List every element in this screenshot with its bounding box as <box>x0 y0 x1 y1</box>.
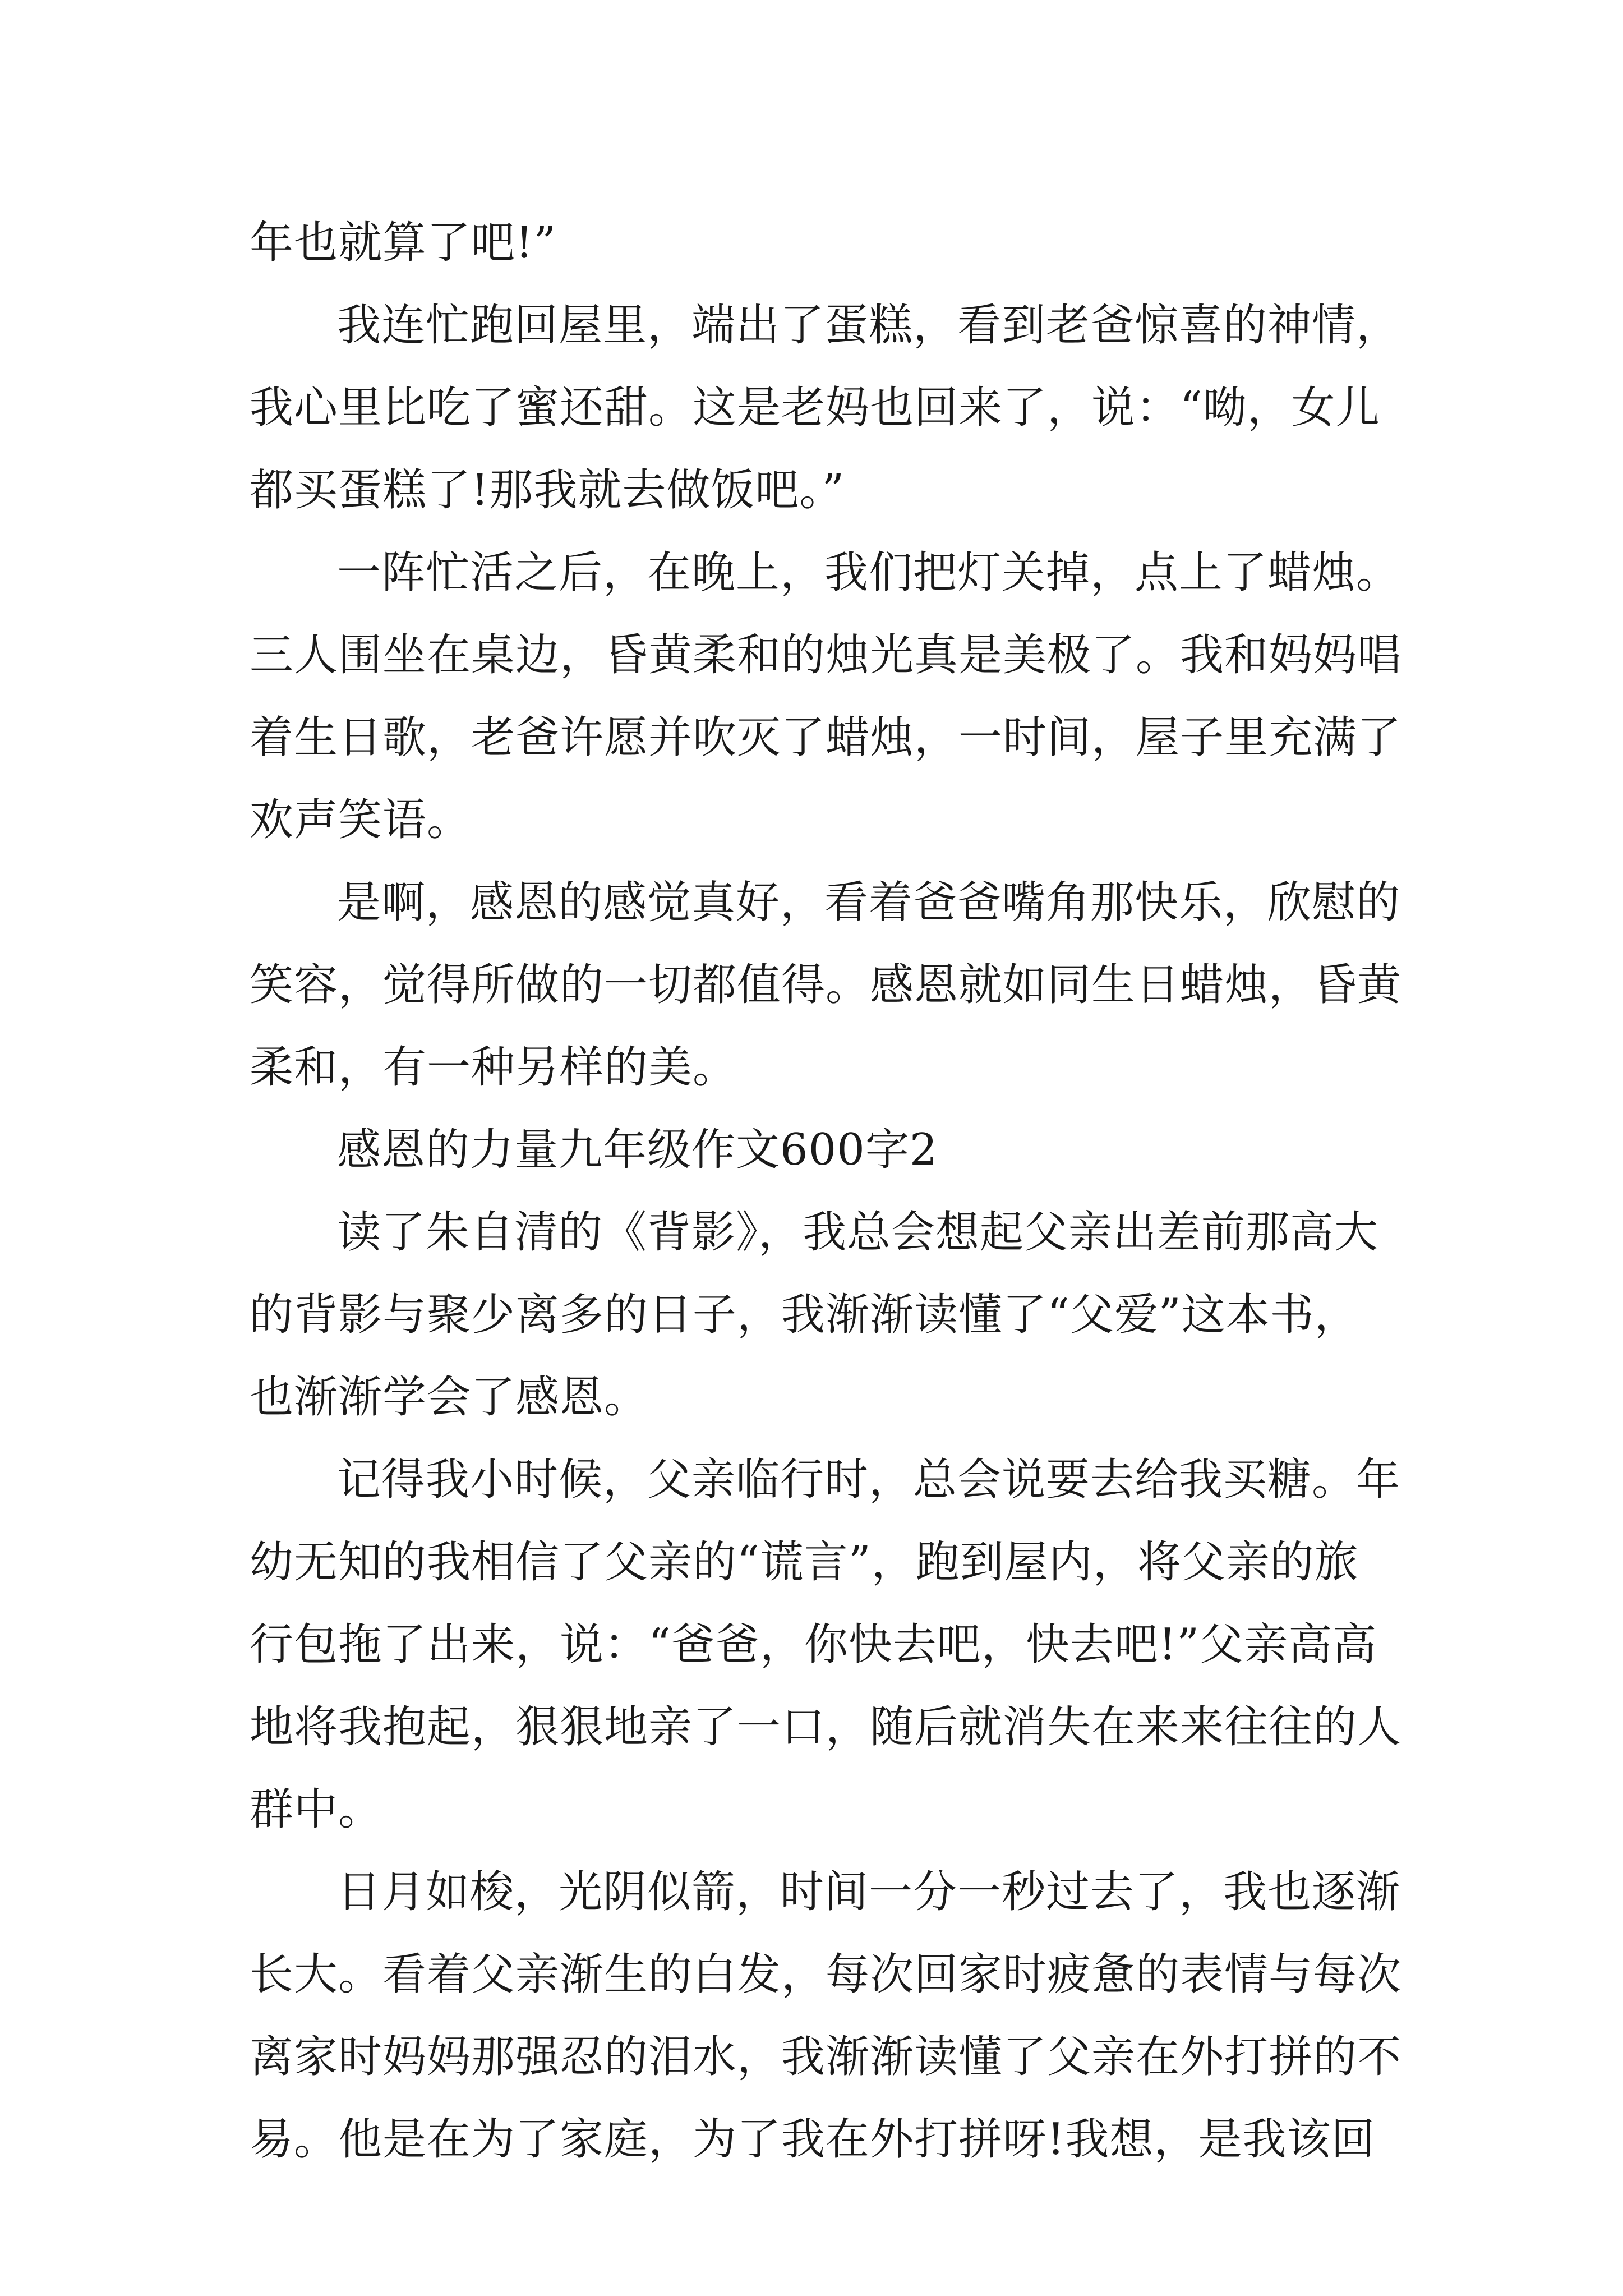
text-line: 长大。看着父亲渐生的白发，每次回家时疲惫的表情与每次 <box>250 1949 1402 2000</box>
text-line: 笑容，觉得所做的一切都值得。感恩就如同生日蜡烛，昏黄 <box>250 960 1402 1010</box>
text-line: 年也就算了吧!” <box>250 218 557 268</box>
text-line: 是啊，感恩的感觉真好，看着爸爸嘴角那快乐，欣慰的 <box>337 877 1401 928</box>
text-line: 一阵忙活之后，在晚上，我们把灯关掉，点上了蜡烛。 <box>337 547 1401 598</box>
text-line: 地将我抱起，狠狠地亲了一口，随后就消失在来来往往的人 <box>250 1702 1402 1752</box>
text-line: 易。他是在为了家庭，为了我在外打拼呀!我想，是我该回 <box>250 2114 1376 2165</box>
text-line: 读了朱自清的《背影》，我总会想起父亲出差前那高大 <box>337 1207 1379 1258</box>
section-heading: 感恩的力量九年级作文600字2 <box>337 1125 938 1175</box>
text-line: 也渐渐学会了感恩。 <box>250 1372 649 1423</box>
text-line: 着生日歌，老爸许愿并吹灭了蜡烛，一时间，屋子里充满了 <box>250 712 1402 763</box>
document-body <box>250 202 1402 2181</box>
text-line: 记得我小时候，父亲临行时，总会说要去给我买糖。年 <box>337 1455 1401 1505</box>
text-line: 都买蛋糕了!那我就去做饭吧。” <box>250 465 845 516</box>
text-line: 我心里比吃了蜜还甜。这是老妈也回来了，说：“呦，女儿 <box>250 383 1380 433</box>
text-line: 我连忙跑回屋里，端出了蛋糕，看到老爸惊喜的神情， <box>337 300 1401 351</box>
text-line: 三人围坐在桌边，昏黄柔和的烛光真是美极了。我和妈妈唱 <box>250 630 1402 680</box>
text-line: 幼无知的我相信了父亲的“谎言”，跑到屋内，将父亲的旅 <box>250 1537 1359 1588</box>
text-line: 欢声笑语。 <box>250 795 472 845</box>
text-line: 群中。 <box>250 1784 383 1835</box>
text-line: 离家时妈妈那强忍的泪水，我渐渐读懂了父亲在外打拼的不 <box>250 2032 1402 2082</box>
text-line: 的背影与聚少离多的日子，我渐渐读懂了“父爱”这本书， <box>250 1290 1359 1340</box>
text-line: 柔和，有一种另样的美。 <box>250 1042 737 1093</box>
text-line: 行包拖了出来，说：“爸爸，你快去吧，快去吧!”父亲高高 <box>250 1619 1377 1670</box>
text-line: 日月如梭，光阴似箭，时间一分一秒过去了，我也逐渐 <box>337 1867 1401 1917</box>
